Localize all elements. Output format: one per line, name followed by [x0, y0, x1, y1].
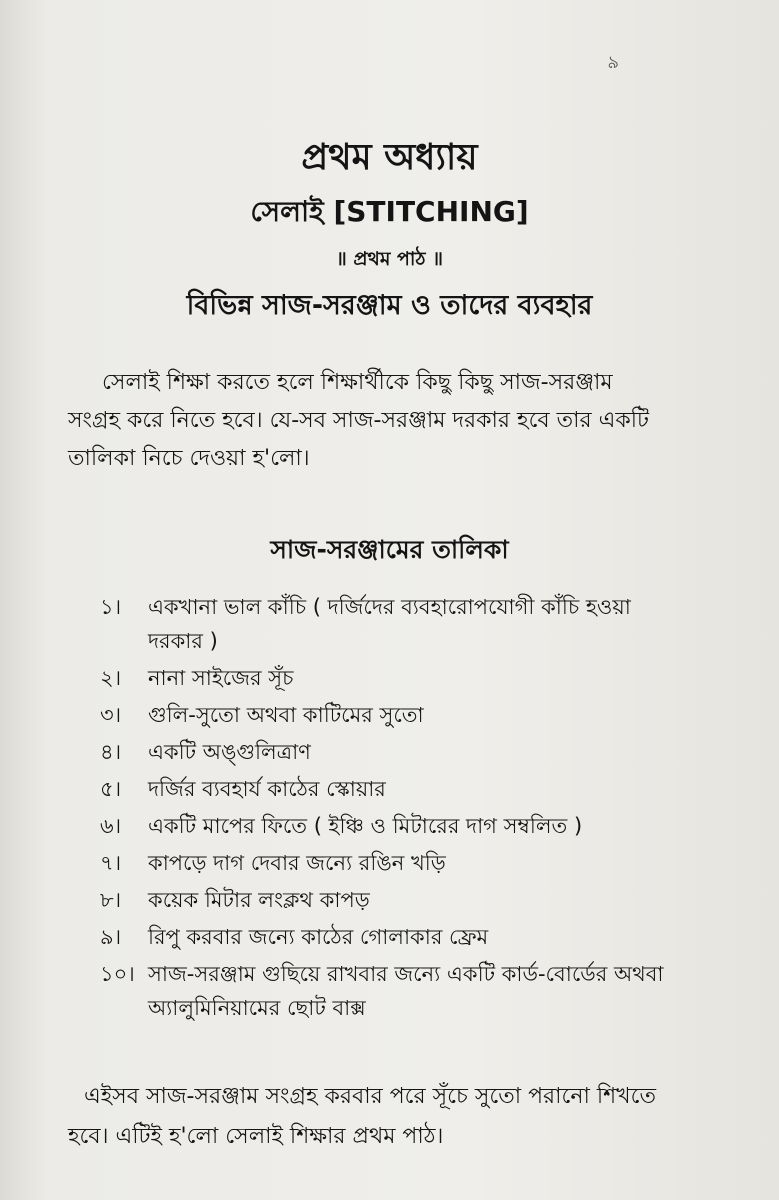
list-item: [100, 698, 680, 732]
item-text: একটি অঙ্গুলিত্রাণ: [148, 740, 311, 764]
item-number: ৮।: [100, 888, 122, 912]
item-text: একটি মাপের ফিতে ( ইঞ্চি ও মিটারের দাগ সম্বলিত ): [148, 814, 583, 838]
item-number: ৯।: [100, 925, 122, 949]
item-number: ৪।: [100, 740, 122, 764]
item-text: একখানা ভাল কাঁচি ( দর্জিদের ব্যবহারোপযোগী কাঁচি হওয়া দরকার ): [148, 595, 631, 653]
list-item: [100, 590, 680, 658]
item-number: ৩।: [100, 703, 122, 727]
list-item: [100, 809, 680, 843]
item-text: রিপু করবার জন্যে কাঠের গোলাকার ফ্রেম: [148, 925, 489, 949]
item-text: নানা সাইজের সূঁচ: [148, 666, 294, 690]
item-number: ৭।: [100, 851, 122, 875]
list-item: [100, 957, 680, 1025]
lesson-label: ॥ প্রথম পাঠ ॥: [336, 248, 443, 270]
subtopic-title: বিভিন্ন সাজ-সরঞ্জাম ও তাদের ব্যবহার: [186, 290, 593, 321]
item-number: ১০।: [100, 962, 135, 986]
closing-paragraph: এইসব সাজ-সরঞ্জাম সংগ্রহ করবার পরে সূঁচে সুতো পরানো শিখতে হবে। এটিই হ'লো সেলাই শিক্ষার প্রথম পাঠ।: [68, 1084, 656, 1149]
equipment-list: [100, 590, 680, 1028]
item-text: দর্জির ব্যবহার্য কাঠের স্কোয়ার: [148, 777, 386, 801]
item-number: ৬।: [100, 814, 122, 838]
list-item: [100, 772, 680, 806]
list-item: [100, 661, 680, 695]
intro-paragraph: সেলাই শিক্ষা করতে হলে শিক্ষার্থীকে কিছু কিছু সাজ-সরঞ্জাম সংগ্রহ করে নিতে হবে। যে-সব সাজ-সরঞ্জাম দরকার হবে তার একটি তালিকা নিচে দেওয়া হ'লো।: [68, 370, 650, 471]
list-heading: সাজ-সরঞ্জামের তালিকা: [270, 535, 509, 564]
list-item: [100, 846, 680, 880]
item-number: ১।: [100, 595, 122, 619]
page-number: ৯: [607, 52, 619, 73]
item-text: গুলি-সুতো অথবা কাটিমের সুতো: [148, 703, 424, 727]
list-item: [100, 883, 680, 917]
section-title: সেলাই [STITCHING]: [250, 195, 529, 228]
item-text: সাজ-সরঞ্জাম গুছিয়ে রাখবার জন্যে একটি কার্ড-বোর্ডের অথবা অ্যালুমিনিয়ামের ছোট বাক্স: [148, 962, 664, 1020]
list-item: [100, 735, 680, 769]
chapter-title: প্রথম অধ্যায়: [301, 137, 478, 178]
item-number: ৫।: [100, 777, 122, 801]
list-item: [100, 920, 680, 954]
item-text: কয়েক মিটার লংক্লথ কাপড়: [148, 888, 370, 912]
item-number: ২।: [100, 666, 122, 690]
item-text: কাপড়ে দাগ দেবার জন্যে রঙিন খড়ি: [148, 851, 446, 875]
